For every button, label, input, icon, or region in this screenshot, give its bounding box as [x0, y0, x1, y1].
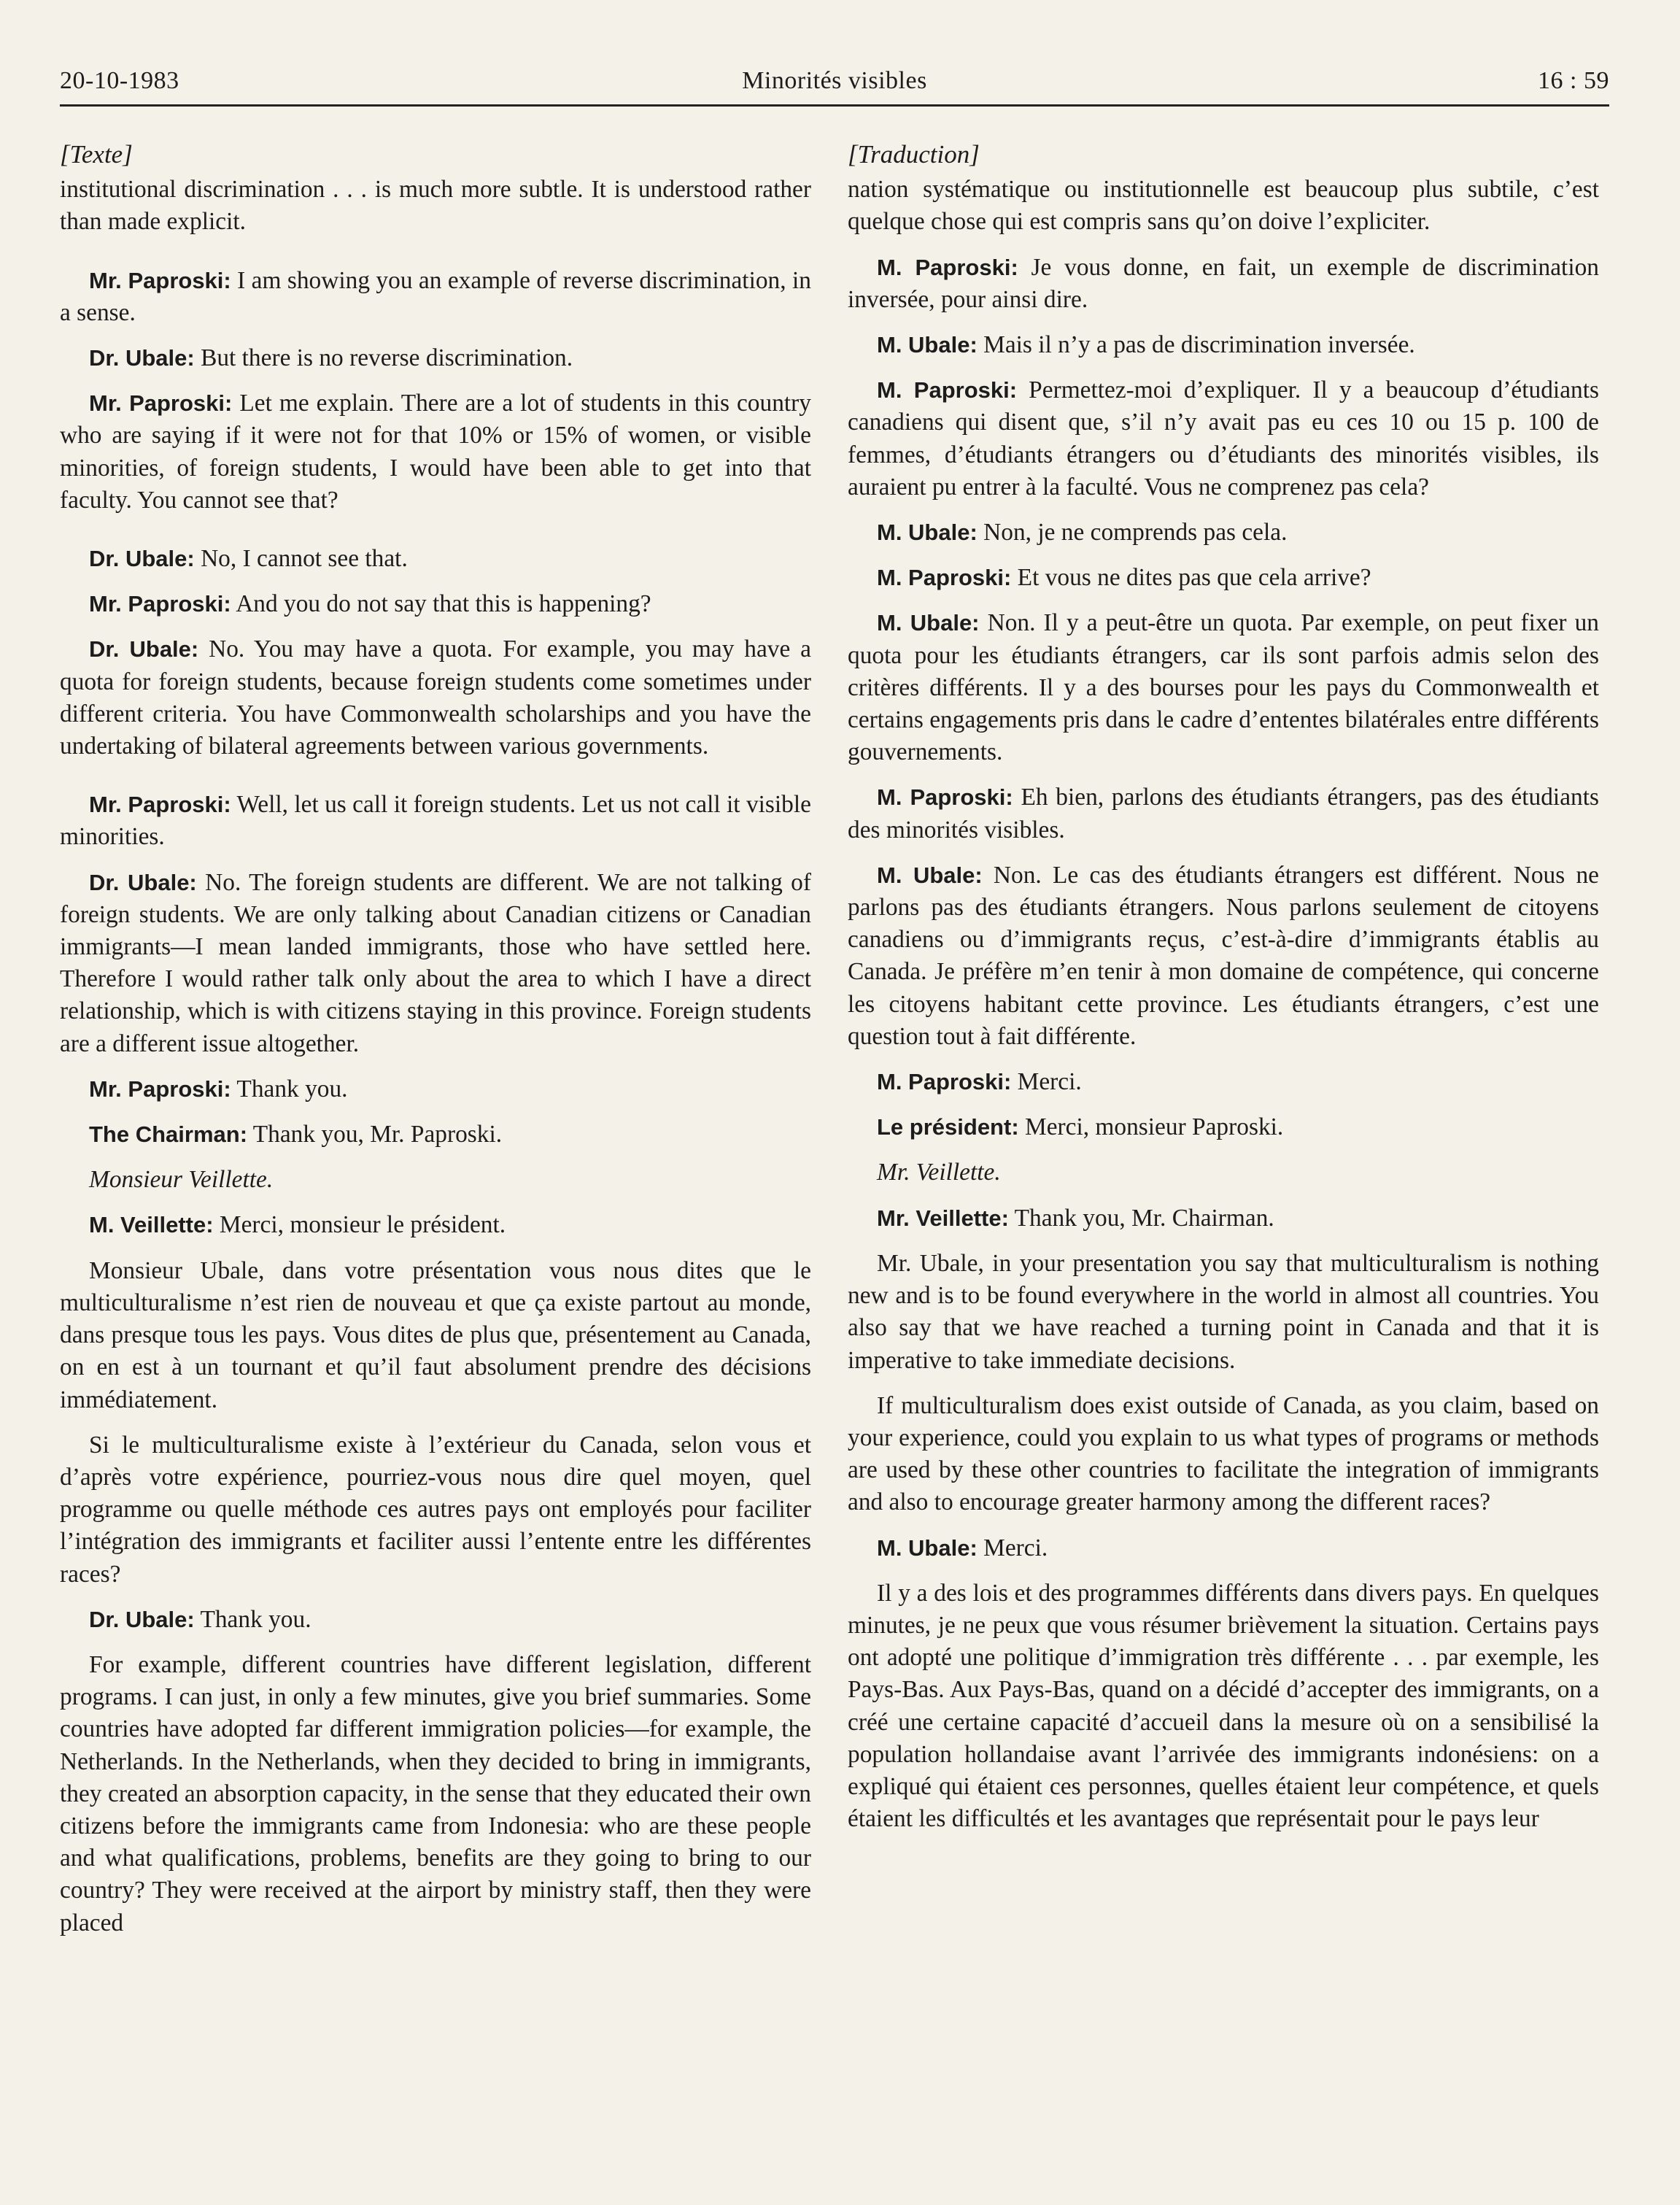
left-column — [60, 139, 811, 2167]
speaker-name: Dr. Ubale: — [89, 869, 197, 895]
paragraph — [848, 329, 1599, 361]
paragraph — [848, 1532, 1599, 1564]
column-tag: [Traduction] — [848, 140, 980, 169]
paragraph — [848, 252, 1599, 316]
speech-text: Non. Il y a peut-être un quota. Par exemple, on peut fixer un quota pour les étudiants étrangers, car ils sont parfois admis selon des critères différents. Il y a des bourses pour les pays du Commonwealth et certains engagements pris dans le cadre d’ententes bilatérales entre différents gouvernements. — [848, 609, 1599, 766]
speech-text: Merci. — [977, 1534, 1048, 1561]
speech-text: Thank you, Mr. Chairman. — [1008, 1204, 1274, 1232]
speaker-name: M. Ubale: — [877, 520, 978, 546]
paragraph — [848, 1111, 1599, 1143]
speaker-name: M. Ubale: — [877, 862, 983, 888]
speech-text: No, I cannot see that. — [194, 545, 408, 573]
speech-text: Well, let us call it foreign students. Let us not call it visible minorities. — [60, 791, 811, 851]
paragraph: Monsieur Veillette. — [89, 1166, 274, 1194]
speech-text: No. The foreign students are different. We are not talking of foreign students. We are only talking about Canadian citizens or Canadian immigrants—I mean landed immigrants, those who have settled here. Therefore I would rather talk only about the area to which I have a direct relationship, which is with citizens staying in this province. Foreign students are a different issue altogether. — [60, 868, 811, 1057]
paragraph — [848, 781, 1599, 846]
speech-text: I am showing you an example of reverse discrimination, in a sense. — [60, 266, 811, 326]
paragraph — [60, 1073, 811, 1105]
column-tag: [Texte] — [60, 140, 133, 169]
speech-text: Thank you. — [231, 1075, 348, 1102]
paragraph: nation systématique ou institutionnelle est beaucoup plus subtile, c’est quelque chose qui est compris sans qu’on doive l’expliciter. — [848, 176, 1599, 236]
speaker-name: M. Paproski: — [877, 254, 1018, 280]
speech-text: Let me explain. There are a lot of students in this country who are saying if it were not for that 10% or 15% of women, or visible minorities, of foreign students, I would have been able to get into that faculty. You cannot see that? — [60, 390, 811, 514]
right-column — [848, 139, 1599, 2167]
paragraph — [848, 517, 1599, 549]
speech-text: No. You may have a quota. For example, you may have a quota for foreign students, because foreign students come sometimes under different criteria. You have Commonwealth scholarships and you have the undertaking of bilateral agreements between various governments. — [60, 636, 811, 760]
paragraph — [60, 633, 811, 762]
speaker-name: M. Paproski: — [877, 377, 1018, 403]
speech-text: Permettez-moi d’expliquer. Il y a beaucoup d’étudiants canadiens qui disent que, s’il n’y avait pas eu ces 10 ou 15 p. 100 de femmes, d’étudiants étrangers ou d’étudiants des minorités visibles, ils auraient pu entrer à la faculté. Vous ne comprenez pas cela? — [848, 376, 1599, 501]
paragraph — [60, 342, 811, 374]
paragraph: For example, different countries have different legislation, different programs. I can just, in only a few minutes, give you brief summaries. Some countries have adopted far different immigration policies—for example, the Netherlands. In the Netherlands, when they decided to bring in immigrants, they created an absorption capacity, in the sense that they educated their own citizens before the immigrants came from Indonesia: who are these people and what qualifications, problems, benefits are they going to bring to our country? They were received at the airport by ministry staff, then they were placed — [60, 1650, 811, 1936]
paragraph — [60, 789, 811, 853]
speaker-name: The Chairman: — [89, 1121, 248, 1148]
header-rule — [60, 104, 1609, 107]
speech-text: Thank you. — [194, 1605, 311, 1633]
paragraph: Mr. Veillette. — [877, 1159, 1001, 1186]
speaker-name: Mr. Paproski: — [89, 390, 233, 417]
speech-text: Et vous ne dites pas que cela arrive? — [1011, 564, 1371, 592]
paragraph: Monsieur Ubale, dans votre présentation vous nous dites que le multiculturalisme n’est rien de nouveau et que ça existe partout au monde, dans presque tous les pays. Vous dites de plus que, présentement au Canada, on en est à un tournant et qu’il faut absolument prendre des décisions immédiatement. — [60, 1256, 811, 1413]
header-date: 20-10-1983 — [60, 67, 179, 94]
header-title: Minorités visibles — [742, 67, 927, 94]
speaker-name: Dr. Ubale: — [89, 345, 195, 371]
paragraph — [848, 1202, 1599, 1235]
speech-text: Merci, monsieur le président. — [213, 1211, 506, 1239]
speaker-name: Dr. Ubale: — [89, 636, 199, 663]
speech-text: Je vous donne, en fait, un exemple de discrimination inversée, pour ainsi dire. — [848, 253, 1599, 313]
speaker-name: Mr. Paproski: — [89, 1076, 231, 1102]
speaker-name: M. Ubale: — [877, 1534, 978, 1561]
speaker-name: Mr. Veillette: — [877, 1205, 1009, 1231]
speech-text: Non, je ne comprends pas cela. — [977, 519, 1288, 547]
paragraph — [60, 387, 811, 517]
paragraph — [848, 374, 1599, 503]
paragraph — [848, 562, 1599, 594]
speaker-name: Mr. Paproski: — [89, 792, 231, 818]
paragraph — [60, 265, 811, 329]
paragraph — [848, 860, 1599, 1053]
paragraph: Si le multiculturalisme existe à l’extérieur du Canada, selon vous et d’après votre expérience, pourriez-vous nous dire quel moyen, quel programme ou quelle méthode ces autres pays ont employés pour faciliter l’intégration des immigrants et faciliter aussi l’entente entre les différentes races? — [60, 1431, 811, 1588]
paragraph — [848, 607, 1599, 768]
speaker-name: M. Paproski: — [877, 784, 1013, 811]
speaker-name: Le président: — [877, 1114, 1019, 1140]
page-header — [60, 67, 1609, 104]
speaker-name: M. Paproski: — [877, 1069, 1012, 1095]
paragraph: Il y a des lois et des programmes différents dans divers pays. En quelques minutes, je ne peux que vous résumer brièvement la situation. Certains pays ont adopté une politique d’immigration très différente . . . par exemple, les Pays-Bas. Aux Pays-Bas, quand on a décidé d’accepter des immigrants, on a créé une certaine capacité d’accueil dans la mesure où on a sensibilisé la population hollandaise avant l’arrivée des immigrants indonésiens: on a expliqué qui étaient ces personnes, quelles étaient leur compétence, et quels étaient les difficultés et les avantages que représentait pour le pays leur — [848, 1579, 1599, 1833]
speech-text: And you do not say that this is happening? — [231, 590, 651, 618]
paragraph — [60, 1209, 811, 1241]
speech-text: Eh bien, parlons des étudiants étrangers, pas des étudiants des minorités visibles. — [848, 784, 1599, 843]
paragraph: If multiculturalism does exist outside of Canada, as you claim, based on your experience, could you explain to us what types of programs or methods are used by these other countries to facilitate the integration of immigrants and also to encourage greater harmony among the different races? — [848, 1391, 1599, 1516]
speaker-name: M. Ubale: — [877, 332, 978, 358]
speech-text: Merci. — [1011, 1068, 1082, 1096]
speech-text: But there is no reverse discrimination. — [194, 344, 573, 372]
speaker-name: Mr. Paproski: — [89, 591, 231, 617]
speech-text: Thank you, Mr. Paproski. — [247, 1121, 503, 1148]
paragraph: Mr. Ubale, in your presentation you say that multiculturalism is nothing new and is to be found everywhere in the world in almost all countries. You also say that we have reached a turning point in Canada and that it is imperative to take immediate decisions. — [848, 1249, 1599, 1374]
speaker-name: Dr. Ubale: — [89, 1606, 195, 1632]
paragraph — [60, 867, 811, 1060]
paragraph — [60, 543, 811, 575]
speech-text: Mais il n’y a pas de discrimination inversée. — [977, 331, 1415, 359]
speaker-name: Dr. Ubale: — [89, 546, 195, 572]
paragraph: institutional discrimination . . . is much more subtle. It is understood rather than made explicit. — [60, 176, 811, 236]
speech-text: Non. Le cas des étudiants étrangers est différent. Nous ne parlons pas des étudiants étrangers. Nous parlons seulement de citoyens canadiens ou d’immigrants reçus, c’est-à-dire d’immigrants établis au Canada. Je préfère m’en tenir à mon domaine de compétence, qui concerne les citoyens habitant cette province. Les étudiants étrangers, c’est une question tout à fait différente. — [848, 861, 1599, 1050]
paragraph — [848, 1066, 1599, 1098]
speaker-name: Mr. Paproski: — [89, 267, 231, 293]
speaker-name: M. Paproski: — [877, 565, 1012, 591]
header-page-number: 16 : 59 — [1538, 67, 1609, 94]
speech-text: Merci, monsieur Paproski. — [1018, 1113, 1284, 1141]
speaker-name: M. Veillette: — [89, 1212, 214, 1238]
paragraph — [60, 1604, 811, 1636]
speaker-name: M. Ubale: — [877, 610, 980, 636]
paragraph — [60, 1119, 811, 1151]
paragraph — [60, 588, 811, 620]
